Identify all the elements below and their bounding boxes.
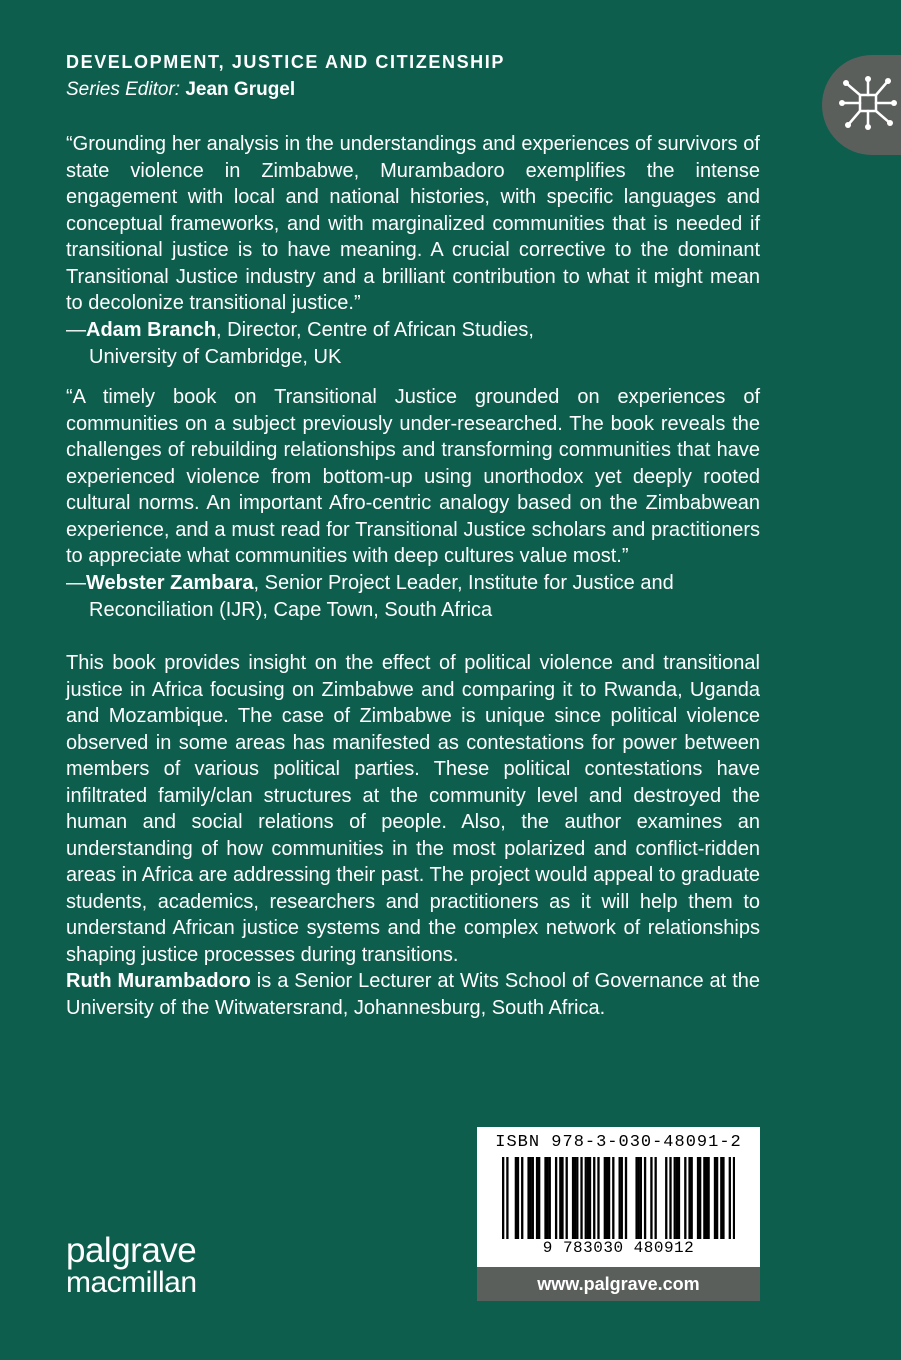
barcode-bar <box>521 1157 523 1239</box>
barcode-bar <box>703 1157 705 1239</box>
barcode-bar <box>555 1157 557 1239</box>
barcode-bar <box>536 1157 538 1239</box>
barcode-box <box>477 1127 760 1267</box>
barcode-bar <box>580 1157 582 1239</box>
quote-2-role-line2: Reconciliation (IJR), Cape Town, South Africa <box>89 598 493 621</box>
barcode-bar <box>697 1157 699 1239</box>
quote-1-author: Adam Branch <box>86 319 217 341</box>
barcode-bar <box>674 1157 676 1239</box>
barcode-bar <box>619 1157 621 1239</box>
barcode-bar <box>515 1157 517 1239</box>
quote-1-role-line2: University of Cambridge, UK <box>89 345 342 368</box>
barcode-bar <box>574 1157 576 1239</box>
barcode-bar <box>707 1157 709 1239</box>
quote-2-text: “A timely book on Transitional Justice grounded on experiences of communities on a subject previously under-researched. The book reveals the challenges of rebuilding relationships and transforming communities that have experienced violence from bottom-up using unorthodox yet deeply rooted cultural norms. An important Afro-centric analogy based on the Zimbabwean experience, and a must read for Transitional Justice scholars and practitioners to appreciate what communities with deep cultures value most.” <box>66 386 760 567</box>
barcode-bar <box>688 1157 690 1239</box>
barcode-bar <box>733 1157 735 1239</box>
barcode-bar <box>714 1157 716 1239</box>
barcode-bar <box>720 1157 722 1239</box>
barcode-bar <box>597 1157 599 1239</box>
barcode-bar <box>655 1157 657 1239</box>
quote-2-author: Webster Zambara <box>86 572 254 594</box>
barcode-bar <box>587 1157 589 1239</box>
quote-1-role: , Director, Centre of African Studies, <box>216 319 534 341</box>
publisher-logo <box>66 1231 197 1299</box>
series-title: DEVELOPMENT, JUSTICE AND CITIZENSHIP <box>66 52 505 72</box>
barcode-bar <box>650 1157 652 1239</box>
barcode-bar <box>532 1157 534 1239</box>
barcode-bar <box>606 1157 608 1239</box>
barcode-bar <box>638 1157 640 1239</box>
barcode-bar <box>538 1157 540 1239</box>
publisher-line1: palgrave <box>66 1231 197 1270</box>
barcode-bar <box>566 1157 568 1239</box>
barcode-bar <box>585 1157 587 1239</box>
barcode-bar <box>625 1157 627 1239</box>
barcode-bar <box>676 1157 678 1239</box>
barcode <box>502 1157 735 1242</box>
barcode-bar <box>729 1157 731 1239</box>
palgrave-logo-tab <box>822 55 901 155</box>
palgrave-logo-icon <box>838 73 898 133</box>
barcode-bar <box>589 1157 591 1239</box>
author-bio-text: is a Senior Lecturer at Wits School of Governance at the University of the Witwatersrand, Johannesburg, South Africa. <box>66 970 760 1019</box>
publisher-line2: macmillan <box>66 1266 197 1299</box>
author-bio <box>66 968 760 1021</box>
barcode-bar <box>705 1157 707 1239</box>
barcode-bar <box>699 1157 701 1239</box>
quote-2-dash: — <box>66 572 86 594</box>
barcode-bar <box>572 1157 574 1239</box>
barcode-bar <box>506 1157 508 1239</box>
author-name: Ruth Murambadoro <box>66 970 251 992</box>
barcode-bar <box>640 1157 642 1239</box>
isbn-label: ISBN 978-3-030-48091-2 <box>495 1133 742 1152</box>
series-editor-name: Jean Grugel <box>185 79 296 100</box>
barcode-bar <box>684 1157 686 1239</box>
barcode-bar <box>644 1157 646 1239</box>
quote-1-attribution <box>66 317 766 370</box>
barcode-bar <box>544 1157 546 1239</box>
barcode-bar <box>691 1157 693 1239</box>
quote-2-attribution <box>66 570 766 623</box>
barcode-bar <box>635 1157 637 1239</box>
barcode-bar <box>517 1157 519 1239</box>
barcode-bar <box>593 1157 595 1239</box>
publisher-website: www.palgrave.com <box>477 1267 760 1301</box>
barcode-bar <box>621 1157 623 1239</box>
barcode-bar <box>527 1157 529 1239</box>
barcode-bar <box>530 1157 532 1239</box>
barcode-bar <box>722 1157 724 1239</box>
barcode-bar <box>559 1157 561 1239</box>
quote-2-role: , Senior Project Leader, Institute for Justice and <box>253 572 674 594</box>
barcode-bar <box>608 1157 610 1239</box>
book-description: This book provides insight on the effect of political violence and transitional justice in Africa focusing on Zimbabwe and comparing it to Rwanda, Uganda and Mozambique. The case of Zimbabwe is unique since political violence observed in some areas has manifested as contestations for power between members of various political parties. These political contestations have infiltrated family/clan structures at the community level and destroyed the human and social relations of people. Also, the author examines an understanding of how communities in the most polarized and conflict-ridden areas in Africa are addressing their past. The project would appeal to graduate students, academics, researchers and practitioners as it will help them to understand African justice systems and the complex network of relationships shaping justice processes during transitions. <box>66 652 760 966</box>
quote-1-text: “Grounding her analysis in the understandings and experiences of survivors of state violence in Zimbabwe, Murambadoro exemplifies the intense engagement with local and national histories, with specific languages and conceptual frameworks, and with marginalized communities that is needed if transitional justice is to have meaning. A crucial corrective to the dominant Transitional Justice industry and a brilliant contribution to what it might mean to decolonize transitional justice.” <box>66 133 760 314</box>
series-editor-label: Series Editor: <box>66 79 181 100</box>
barcode-bar <box>561 1157 563 1239</box>
barcode-bar <box>502 1157 504 1239</box>
barcode-bar <box>549 1157 551 1239</box>
barcode-bar <box>604 1157 606 1239</box>
barcode-bar <box>576 1157 578 1239</box>
barcode-bar <box>678 1157 680 1239</box>
series-editor <box>66 79 295 101</box>
quote-1-dash: — <box>66 319 86 341</box>
barcode-bar <box>716 1157 718 1239</box>
barcode-bar <box>665 1157 667 1239</box>
barcode-bar <box>612 1157 614 1239</box>
barcode-bar <box>669 1157 671 1239</box>
barcode-digits: 9 783030 480912 <box>542 1239 695 1257</box>
barcode-bar <box>546 1157 548 1239</box>
